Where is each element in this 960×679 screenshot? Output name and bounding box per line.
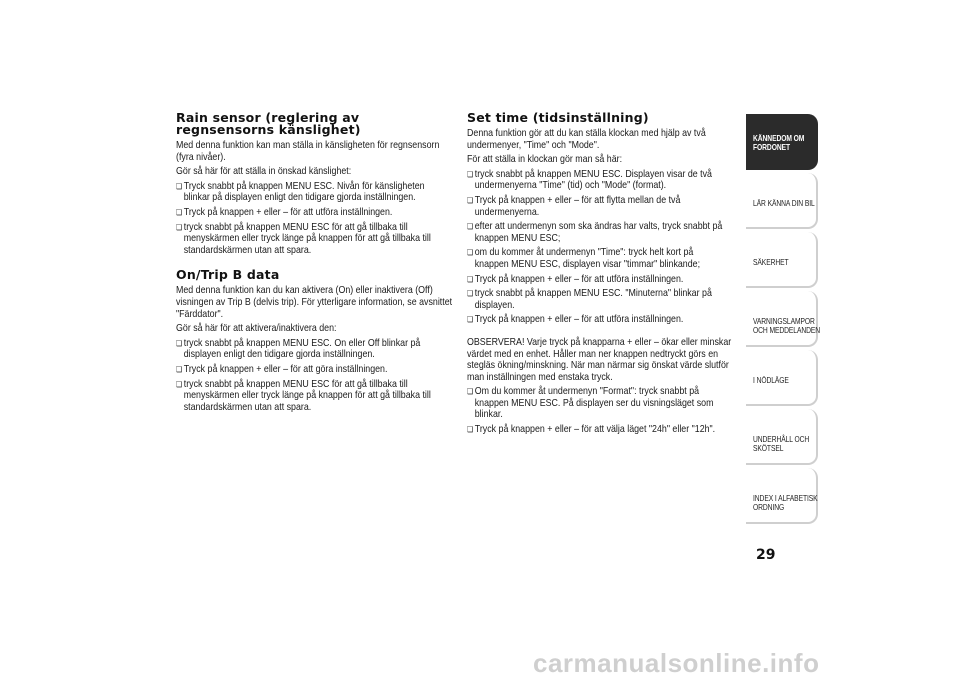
tab-label: INDEX I ALFABETISK ORDNING bbox=[753, 494, 818, 512]
list-item: ❏ tryck snabbt på knappen MENU ESC. "Minuterna" blinkar på displayen. bbox=[467, 288, 728, 311]
tab-lar-kanna-din-bil[interactable] bbox=[746, 173, 818, 229]
list-item: ❏ tryck snabbt på knappen MENU ESC. On eller Off blinkar på displayen enligt den tidigare gjorda inställningen. bbox=[176, 338, 437, 361]
list-item: ❏ tryck snabbt på knappen MENU ESC för att gå tillbaka till menyskärmen eller tryck länge på knappen för att gå tillbaka till standardskärmen utan att spara. bbox=[176, 379, 437, 414]
tab-label: VARNINGSLAMPOR OCH MEDDELANDEN bbox=[753, 317, 821, 335]
rain-sensor-steps bbox=[176, 181, 454, 257]
set-time-steps bbox=[467, 169, 745, 326]
list-item: ❏ Om du kommer åt undermenyn "Format": tryck snabbt på knappen MENU ESC. På displayen ser du visningsläget som blinkar. bbox=[467, 386, 728, 421]
tab-index[interactable] bbox=[746, 468, 818, 524]
format-steps bbox=[467, 386, 745, 435]
tab-sakerhet[interactable] bbox=[746, 232, 818, 288]
list-item: ❏ Tryck på knappen + eller – för att utföra inställningen. bbox=[467, 274, 728, 286]
list-item: ❏ Tryck på knappen + eller – för att utföra inställningen. bbox=[467, 314, 728, 326]
list-item: ❏ Tryck på knappen + eller – för att göra inställningen. bbox=[176, 364, 437, 376]
list-item: ❏ Tryck på knappen + eller – för att välja läget "24h" eller "12h". bbox=[467, 424, 728, 436]
list-item: ❏ om du kommer åt undermenyn "Time": tryck helt kort på knappen MENU ESC, displayen visar "timmar" blinkande; bbox=[467, 247, 728, 270]
rain-sensor-intro: Med denna funktion kan man ställa in känsligheten för regnsensorn (fyra nivåer). bbox=[176, 140, 440, 163]
note-paragraph: OBSERVERA! Varje tryck på knapparna + eller – ökar eller minskar värdet med en enhet. Håller man ner knappen nedtryckt görs en stegläs ökning/minskning. När man närmar sig önskat värde slutför man inställningen med enstaka tryck. bbox=[467, 336, 732, 383]
list-item: ❏ Tryck på knappen + eller – för att flytta mellan de två undermenyerna. bbox=[467, 195, 728, 218]
tab-label: LÄR KÄNNA DIN BIL bbox=[753, 199, 815, 208]
tab-i-nodlage[interactable] bbox=[746, 350, 818, 406]
watermark: carmanualsonline.info bbox=[533, 648, 820, 678]
tab-label: I NÖDLÄGE bbox=[753, 376, 789, 385]
list-item: ❏ tryck snabbt på knappen MENU ESC. Displayen visar de två undermenyerna "Time" (tid) och "Mode" (format). bbox=[467, 169, 728, 192]
rain-sensor-howto: Gör så här för att ställa in önskad känslighet: bbox=[176, 166, 352, 178]
tab-underhall-och-skotsel[interactable] bbox=[746, 409, 818, 465]
list-item: ❏ tryck snabbt på knappen MENU ESC för att gå tillbaka till menyskärmen eller tryck länge på knappen för att gå tillbaka till standardskärmen utan att spara. bbox=[176, 222, 437, 257]
right-column bbox=[467, 112, 745, 439]
page-number: 29 bbox=[756, 547, 776, 563]
tab-label: KÄNNEDOM OM FORDONET bbox=[753, 134, 805, 152]
tab-kannedom-om-fordonet[interactable] bbox=[746, 114, 818, 170]
tab-varningslampor[interactable] bbox=[746, 291, 821, 347]
rain-sensor-heading: Rain sensor (reglering av regnsensorns känslighet) bbox=[176, 110, 361, 137]
trip-b-heading: On/Trip B data bbox=[176, 267, 280, 283]
trip-b-howto: Gör så här för att aktivera/inaktivera den: bbox=[176, 323, 337, 335]
chapter-tabs bbox=[746, 114, 821, 527]
list-item: ❏ Tryck snabbt på knappen MENU ESC. Nivån för känsligheten blinkar på displayen enligt den tidigare gjorda inställningen. bbox=[176, 181, 437, 204]
list-item: ❏ Tryck på knappen + eller – för att utföra inställningen. bbox=[176, 207, 437, 219]
trip-b-intro: Med denna funktion kan du kan aktivera (On) eller inaktivera (Off) visningen av Trip B (delvis trip). För ytterligare information, se avsnittet "Färddator". bbox=[176, 285, 453, 320]
tab-label: UNDERHÅLL OCH SKÖTSEL bbox=[753, 435, 810, 453]
set-time-intro: Denna funktion gör att du kan ställa klockan med hjälp av två undermenyer, "Time" och "Mode". bbox=[467, 128, 706, 151]
trip-b-steps bbox=[176, 338, 454, 414]
left-column bbox=[176, 112, 454, 416]
tab-label: SÄKERHET bbox=[753, 258, 789, 267]
set-time-howto: För att ställa in klockan gör man så här: bbox=[467, 154, 623, 166]
list-item: ❏ efter att undermenyn som ska ändras har valts, tryck snabbt på knappen MENU ESC; bbox=[467, 221, 728, 244]
set-time-heading: Set time (tidsinställning) bbox=[467, 110, 649, 125]
